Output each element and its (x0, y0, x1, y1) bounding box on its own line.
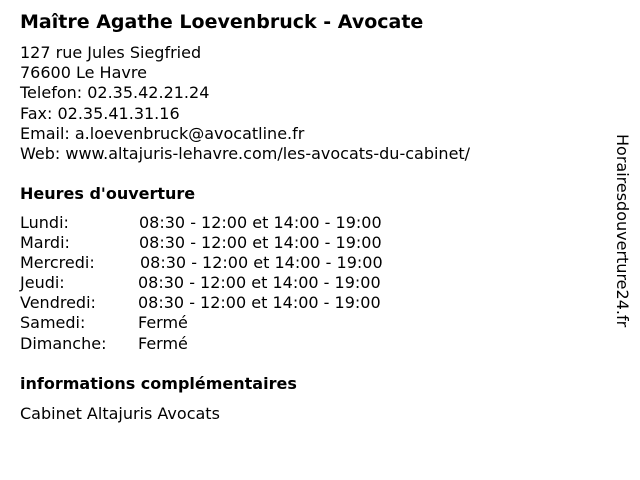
additional-info-heading: informations complémentaires (20, 374, 297, 393)
opening-hours-heading: Heures d'ouverture (20, 184, 196, 203)
fax-line: Fax: 02.35.41.31.16 (20, 103, 180, 123)
hours-value: 08:30 - 12:00 et 14:00 - 19:00 (139, 213, 382, 232)
address-street: 127 rue Jules Siegfried (20, 43, 202, 62)
day-label: Mardi: (20, 233, 70, 253)
hours-value: 08:30 - 12:00 et 14:00 - 19:00 (138, 293, 381, 313)
email-line: Email: a.loevenbruck@avocatline.fr (20, 123, 305, 143)
web-line: Web: www.altajuris-lehavre.com/les-avocats-du-cabinet/ (20, 144, 471, 164)
phone-line: Telefon: 02.35.42.21.24 (20, 83, 210, 103)
day-label: Lundi: (20, 213, 69, 232)
day-label: Dimanche: (20, 333, 107, 353)
hours-value: 08:30 - 12:00 et 14:00 - 19:00 (140, 253, 383, 273)
site-watermark: Horairesdouverture24.fr (613, 134, 632, 328)
day-label: Jeudi: (20, 273, 65, 293)
contact-block (20, 43, 470, 164)
address-city: 76600 Le Havre (20, 63, 147, 83)
additional-info-text: Cabinet Altajuris Avocats (20, 404, 220, 423)
hours-value: Fermé (138, 333, 188, 353)
day-label: Vendredi: (20, 293, 96, 313)
day-label: Samedi: (20, 313, 86, 333)
hours-value: 08:30 - 12:00 et 14:00 - 19:00 (139, 233, 382, 253)
page-title: Maître Agathe Loevenbruck - Avocate (20, 11, 424, 33)
day-label: Mercredi: (20, 253, 95, 273)
hours-value: Fermé (138, 313, 188, 333)
hours-value: 08:30 - 12:00 et 14:00 - 19:00 (138, 273, 381, 293)
